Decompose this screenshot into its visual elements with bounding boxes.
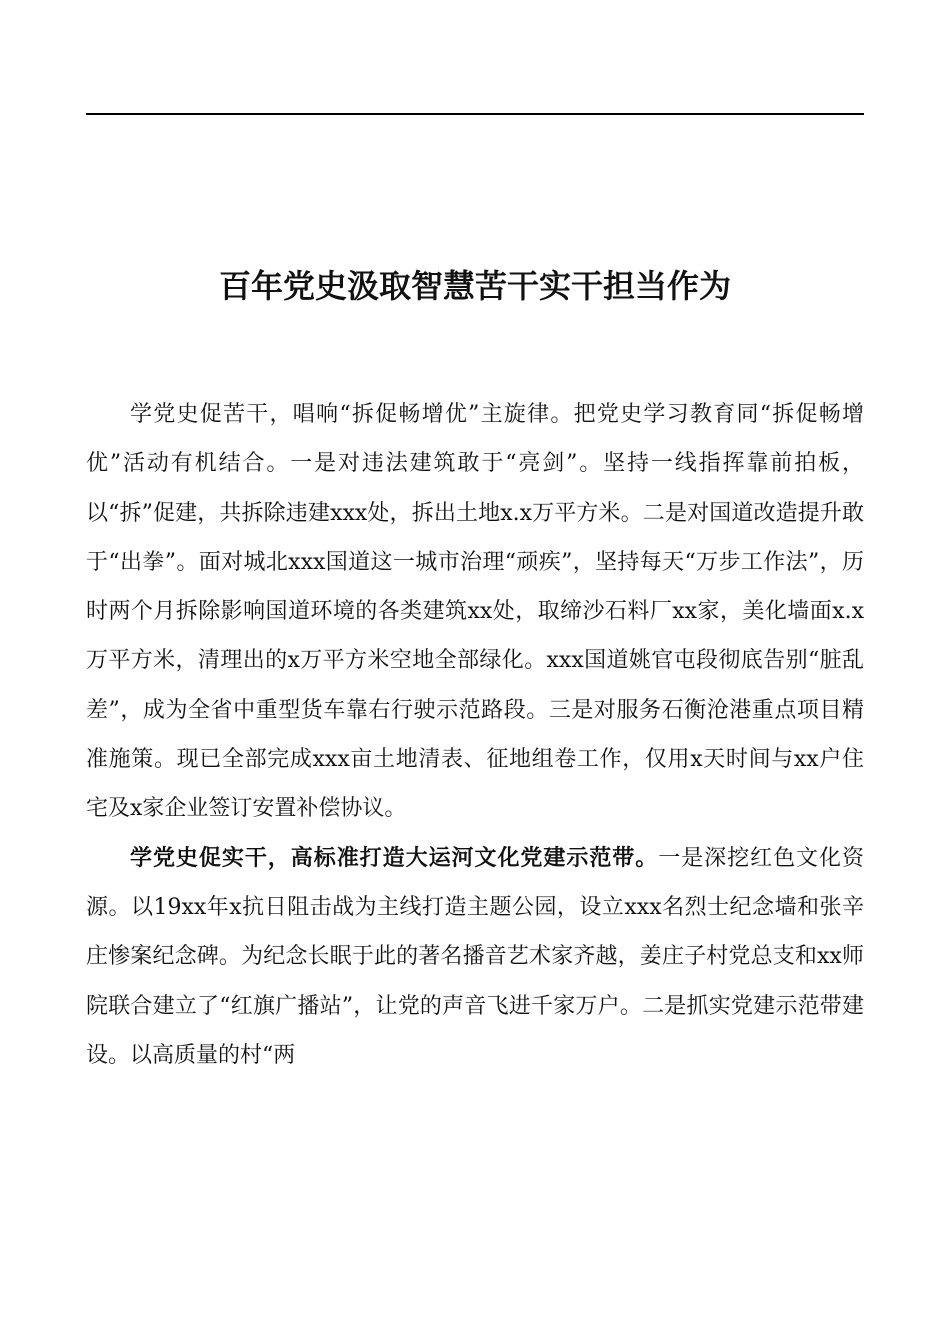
header-rule xyxy=(86,113,864,115)
document-body xyxy=(86,390,864,1080)
paragraph-text: 一是深挖红色文化资源。以19xx年x抗日阻击战为主线打造主题公园，设立xxx名烈士纪念墙和张辛庄惨案纪念碑。为纪念长眠于此的著名播音艺术家齐越，姜庄子村党总支和xx师院联合建立了“红旗广播站”，让党的声音飞进千家万户。二是抓实党建示范带建设。以高质量的村“两 xyxy=(86,845,864,1068)
paragraph xyxy=(86,390,864,834)
paragraph-lead: 学党史促实干，高标准打造大运河文化党建示范带。 xyxy=(130,845,659,871)
paragraph-text: 学党史促苦干，唱响“拆促畅增优”主旋律。把党史学习教育同“拆促畅增优”活动有机结合。一是对违法建筑敢于“亮剑”。坚持一线指挥靠前拍板，以“拆”促建，共拆除违建xxx处，拆出土地x.x万平方米。二是对国道改造提升敢于“出拳”。面对城北xxx国道这一城市治理“顽疾”，坚持每天“万步工作法”，历时两个月拆除影响国道环境的各类建筑xx处，取缔沙石料厂xx家，美化墙面x.x万平方米，清理出的x万平方米空地全部绿化。xxx国道姚官屯段彻底告别“脏乱差”，成为全省中重型货车靠右行驶示范路段。三是对服务石衡沧港重点项目精准施策。现已全部完成xxx亩土地清表、征地组卷工作，仅用x天时间与xx户住宅及x家企业签订安置补偿协议。 xyxy=(86,402,864,822)
paragraph xyxy=(86,834,864,1080)
document-title: 百年党史汲取智慧苦干实干担当作为 xyxy=(218,267,731,305)
